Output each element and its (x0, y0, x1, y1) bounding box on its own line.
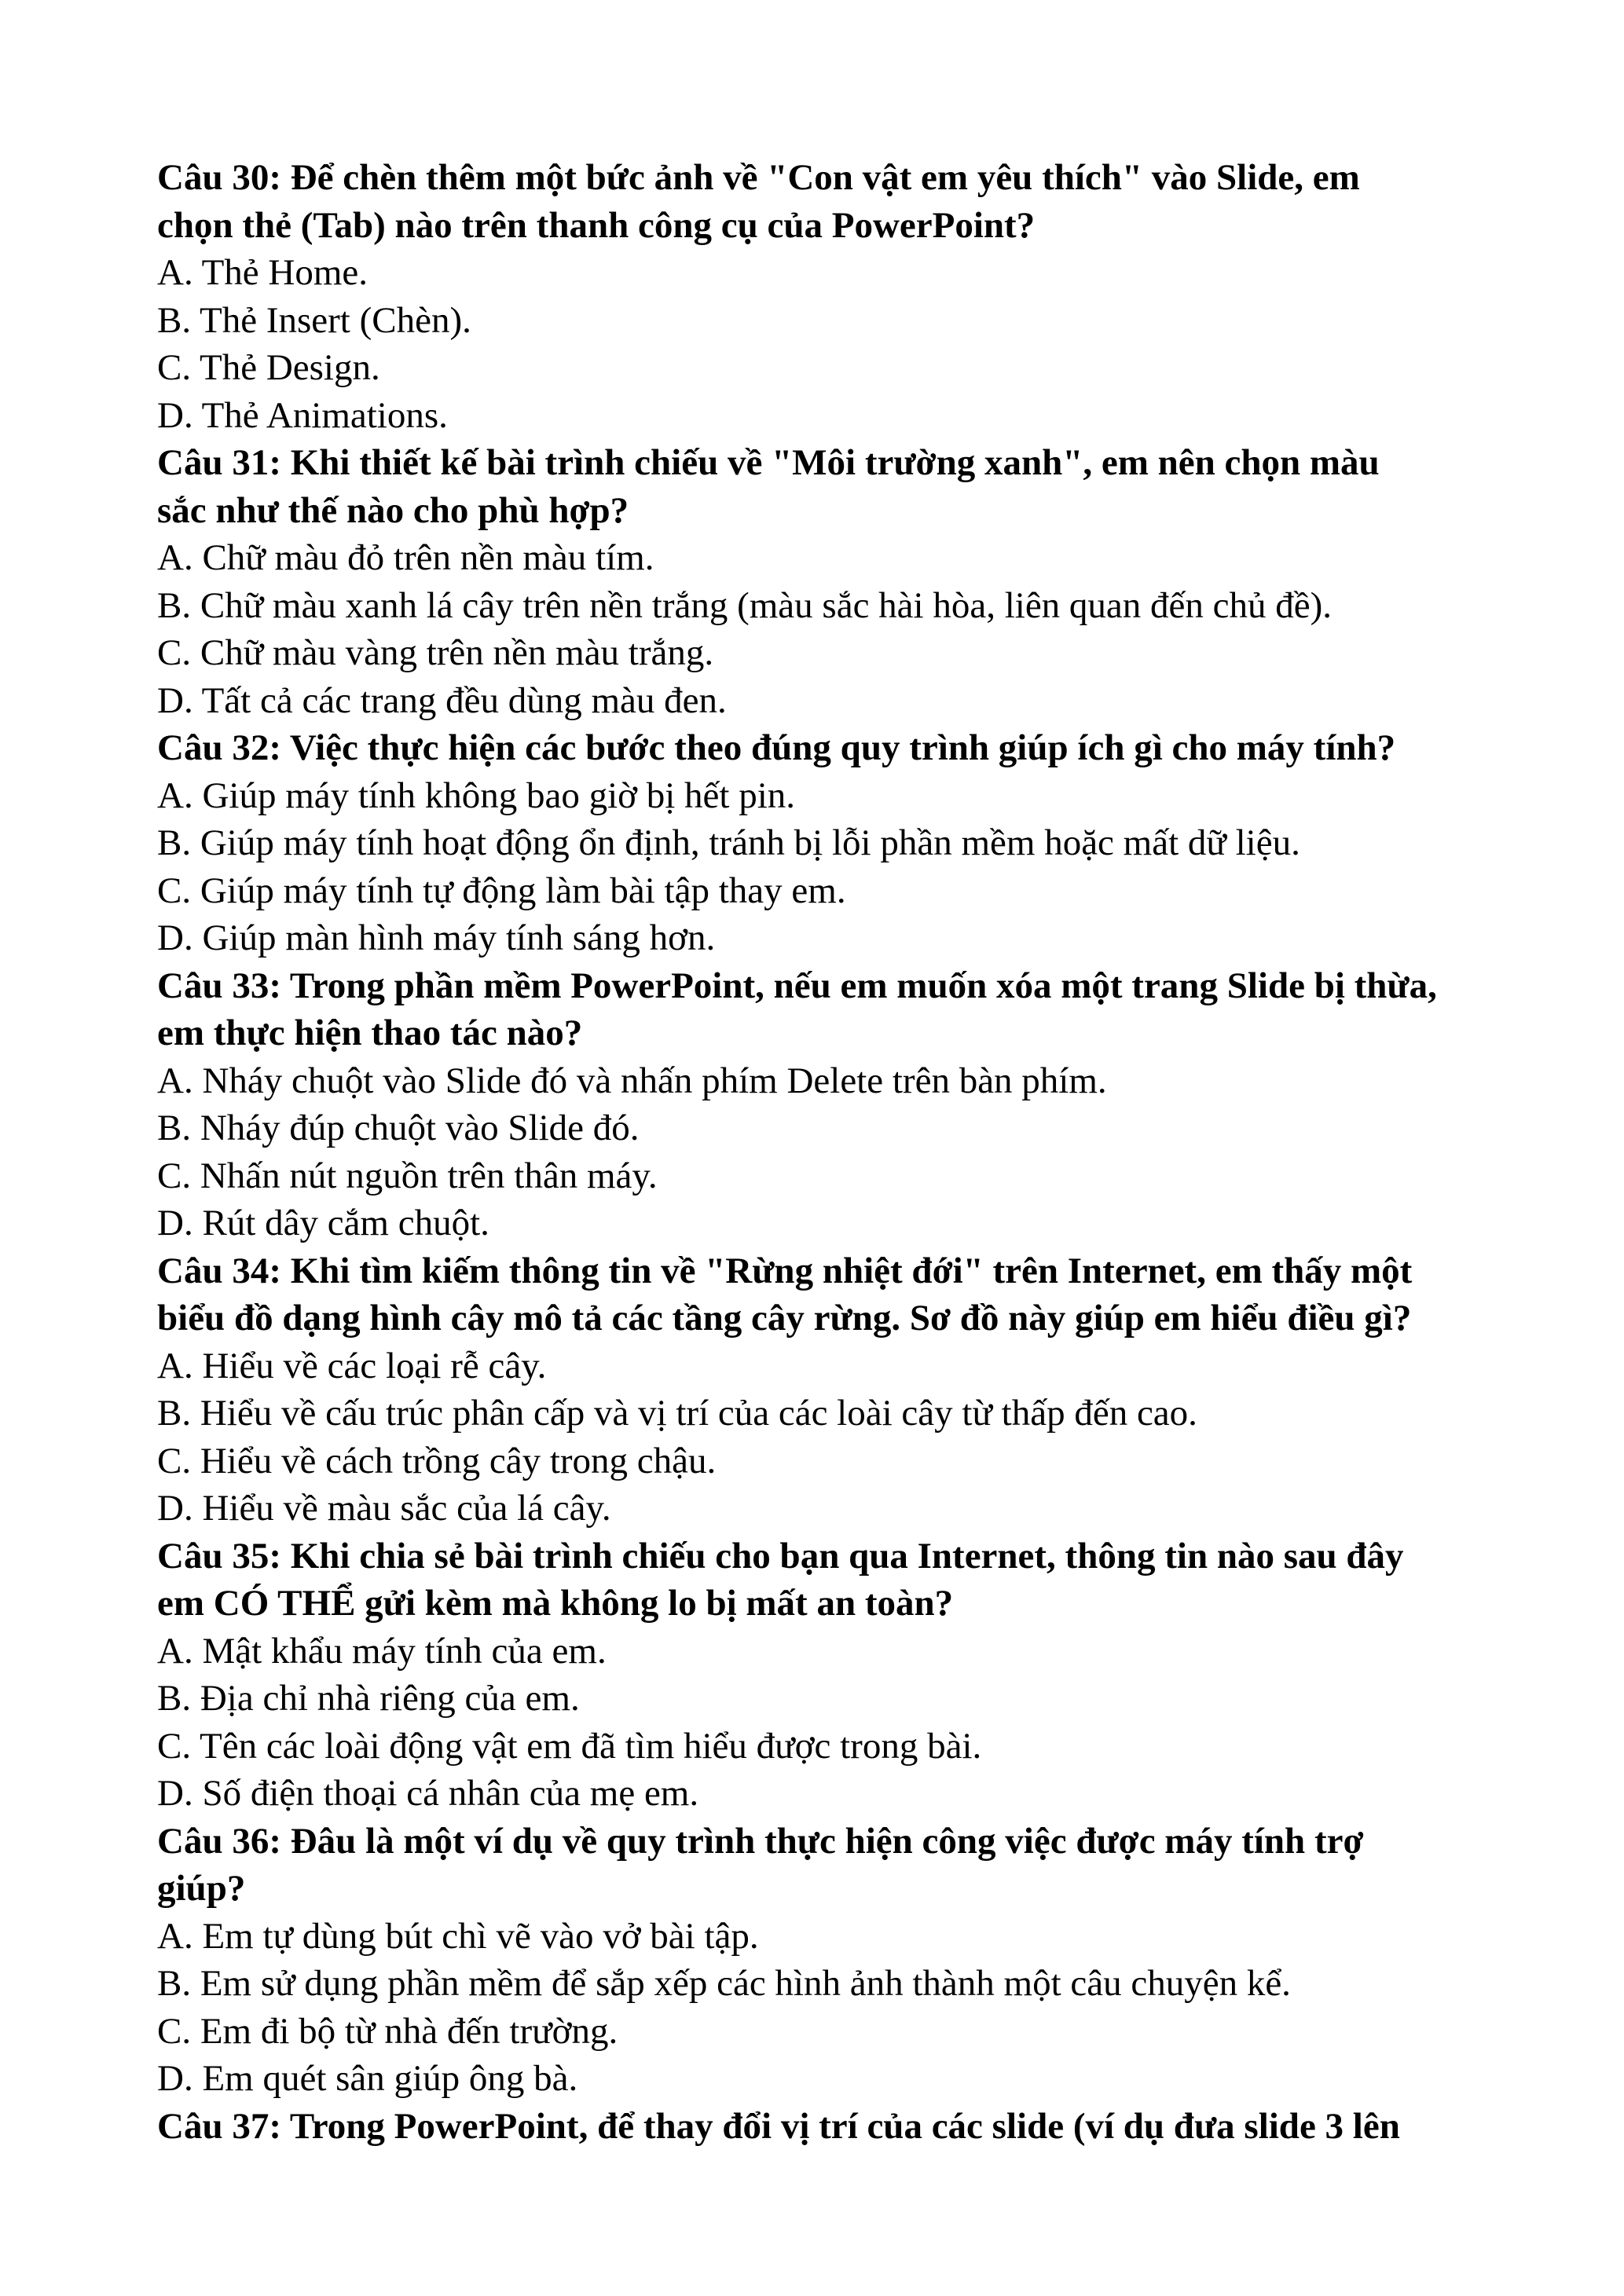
question-33 (157, 962, 1509, 1247)
option-c: C. Nhấn nút nguồn trên thân máy. (157, 1155, 658, 1196)
option-d: D. Số điện thoại cá nhân của mẹ em. (157, 1773, 699, 1814)
document-page (157, 154, 1509, 2150)
question-36 (157, 1818, 1509, 2103)
option-d: D. Giúp màn hình máy tính sáng hơn. (157, 917, 716, 958)
question-text: Câu 31: Khi thiết kế bài trình chiếu về "Môi trường xanh", em nên chọn màu sắc như thế nào cho phù hợp? (157, 442, 1380, 531)
question-text: Câu 35: Khi chia sẻ bài trình chiếu cho bạn qua Internet, thông tin nào sau đây em CÓ THỂ gửi kèm mà không lo bị mất an toàn? (157, 1535, 1404, 1624)
option-d: D. Thẻ Animations. (157, 394, 448, 436)
question-37 (157, 2103, 1509, 2151)
question-31 (157, 439, 1509, 724)
question-text: Câu 36: Đâu là một ví dụ về quy trình thực hiện công việc được máy tính trợ giúp? (157, 1820, 1364, 1909)
option-a: A. Nháy chuột vào Slide đó và nhấn phím Delete trên bàn phím. (157, 1060, 1107, 1101)
option-a: A. Chữ màu đỏ trên nền màu tím. (157, 537, 654, 578)
option-b: B. Chữ màu xanh lá cây trên nền trắng (màu sắc hài hòa, liên quan đến chủ đề). (157, 584, 1333, 626)
option-d: D. Hiểu về màu sắc của lá cây. (157, 1488, 611, 1529)
option-b: B. Giúp máy tính hoạt động ổn định, tránh bị lỗi phần mềm hoặc mất dữ liệu. (157, 822, 1300, 863)
question-text: Câu 32: Việc thực hiện các bước theo đúng quy trình giúp ích gì cho máy tính? (157, 727, 1396, 768)
question-text: Câu 33: Trong phần mềm PowerPoint, nếu em muốn xóa một trang Slide bị thừa, em thực hiện thao tác nào? (157, 965, 1437, 1053)
option-b: B. Em sử dụng phần mềm để sắp xếp các hình ảnh thành một câu chuyện kể. (157, 1963, 1291, 2004)
option-a: A. Giúp máy tính không bao giờ bị hết pin. (157, 774, 796, 816)
question-text: Câu 34: Khi tìm kiếm thông tin về "Rừng nhiệt đới" trên Internet, em thấy một biểu đồ dạng hình cây mô tả các tầng cây rừng. Sơ đồ này giúp em hiểu điều gì? (157, 1250, 1413, 1338)
option-a: A. Hiểu về các loại rễ cây. (157, 1345, 547, 1386)
option-c: C. Hiểu về cách trồng cây trong chậu. (157, 1440, 717, 1481)
option-b: B. Thẻ Insert (Chèn). (157, 299, 471, 341)
option-d: D. Rút dây cắm chuột. (157, 1203, 489, 1243)
option-a: A. Thẻ Home. (157, 252, 368, 293)
option-c: C. Chữ màu vàng trên nền màu trắng. (157, 632, 714, 673)
option-a: A. Mật khẩu máy tính của em. (157, 1630, 607, 1672)
option-b: B. Hiểu về cấu trúc phân cấp và vị trí của các loài cây từ thấp đến cao. (157, 1393, 1197, 1434)
option-c: C. Giúp máy tính tự động làm bài tập thay em. (157, 870, 846, 911)
option-c: C. Tên các loài động vật em đã tìm hiểu được trong bài. (157, 1725, 982, 1767)
option-b: B. Địa chỉ nhà riêng của em. (157, 1678, 580, 1719)
option-c: C. Em đi bộ từ nhà đến trường. (157, 2010, 618, 2052)
question-32 (157, 724, 1509, 962)
option-a: A. Em tự dùng bút chì vẽ vào vở bài tập. (157, 1915, 759, 1957)
question-text: Câu 37: Trong PowerPoint, để thay đổi vị trí của các slide (ví dụ đưa slide 3 lên (157, 2105, 1400, 2147)
question-34 (157, 1247, 1509, 1532)
option-c: C. Thẻ Design. (157, 347, 380, 388)
option-d: D. Tất cả các trang đều dùng màu đen. (157, 679, 727, 721)
option-d: D. Em quét sân giúp ông bà. (157, 2058, 578, 2099)
question-30 (157, 154, 1509, 439)
option-b: B. Nháy đúp chuột vào Slide đó. (157, 1108, 640, 1148)
question-text: Câu 30: Để chèn thêm một bức ảnh về "Con vật em yêu thích" vào Slide, em chọn thẻ (Tab) nào trên thanh công cụ của PowerPoint? (157, 157, 1360, 246)
question-35 (157, 1532, 1509, 1818)
